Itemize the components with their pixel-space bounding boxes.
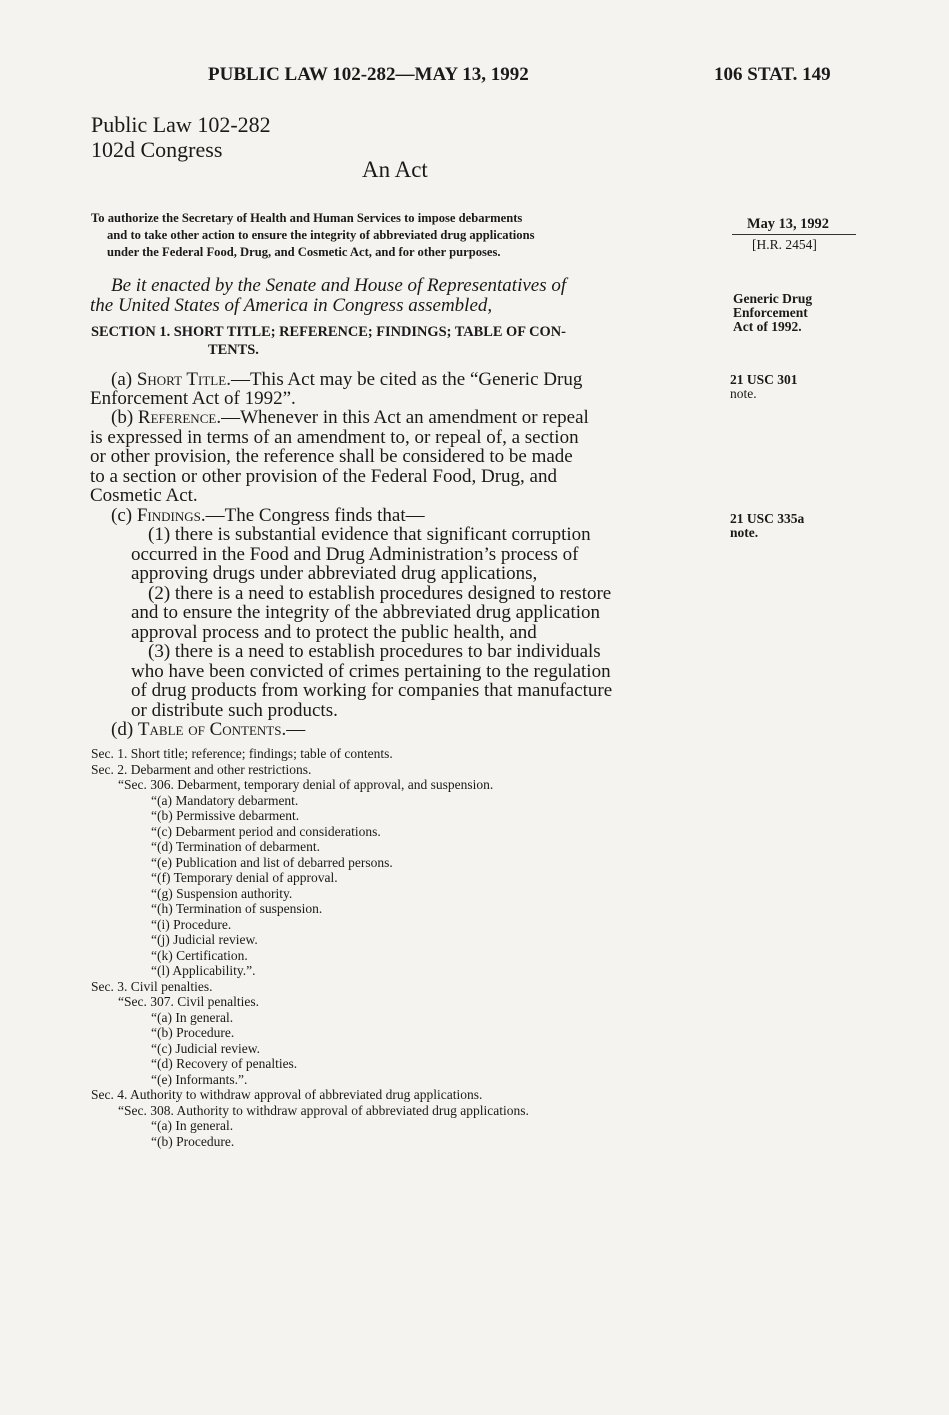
running-title: PUBLIC LAW 102-282—MAY 13, 1992 (208, 64, 529, 85)
stat-page-number: 106 STAT. 149 (714, 64, 831, 85)
toc-306-j: “(j) Judicial review. (151, 932, 258, 947)
finding-1-line-2: occurred in the Food and Drug Administration’s process of (131, 544, 579, 565)
margin-usc-2: 21 USC 335a (730, 511, 805, 526)
margin-short-title-1: Generic Drug (733, 291, 813, 306)
law-number: Public Law 102-282 (91, 112, 271, 137)
finding-3-line-4: or distribute such products. (131, 700, 338, 721)
enacting-clause-2: the United States of America in Congress assembled, (90, 295, 493, 316)
margin-rule (732, 234, 856, 235)
toc-sec-2: Sec. 2. Debarment and other restrictions. (91, 762, 312, 777)
finding-3-line-1: (3) there is a need to establish procedures to bar individuals (148, 641, 601, 662)
section-1-heading: SECTION 1. SHORT TITLE; REFERENCE; FINDINGS; TABLE OF CON- (91, 324, 566, 340)
para-d-line-1: (d) Table of Contents.— (111, 719, 306, 740)
enacting-clause-1: Be it enacted by the Senate and House of Representatives of (111, 275, 567, 296)
para-b-line-5: Cosmetic Act. (90, 485, 198, 506)
toc-306-a: “(a) Mandatory debarment. (151, 793, 299, 808)
toc-306-b: “(b) Permissive debarment. (151, 808, 300, 823)
toc-306-g: “(g) Suspension authority. (151, 886, 293, 901)
para-b-line-2: is expressed in terms of an amendment to, or repeal of, a section (90, 427, 579, 448)
congress: 102d Congress (91, 137, 223, 162)
finding-2-line-3: approval process and to protect the public health, and (131, 622, 537, 643)
toc-307-d: “(d) Recovery of penalties. (151, 1056, 298, 1071)
toc-307-a: “(a) In general. (151, 1010, 234, 1025)
toc-306-l: “(l) Applicability.”. (151, 963, 256, 978)
margin-short-title-2: Enforcement (733, 305, 808, 320)
finding-2-line-1: (2) there is a need to establish procedures designed to restore (148, 583, 612, 604)
toc-sec-308: “Sec. 308. Authority to withdraw approval of abbreviated drug applications. (118, 1103, 529, 1118)
section-1-heading-cont: TENTS. (208, 342, 259, 358)
toc-306-e: “(e) Publication and list of debarred persons. (151, 855, 393, 870)
margin-short-title-3: Act of 1992. (733, 319, 802, 334)
toc-sec-306: “Sec. 306. Debarment, temporary denial of approval, and suspension. (118, 777, 494, 792)
toc-306-d: “(d) Termination of debarment. (151, 839, 320, 854)
margin-usc-2-note: note. (730, 525, 759, 540)
para-b-line-1: (b) Reference.—Whenever in this Act an amendment or repeal (111, 407, 589, 428)
para-b-line-4: to a section or other provision of the Federal Food, Drug, and (90, 466, 557, 487)
para-a-line-2: Enforcement Act of 1992”. (90, 388, 296, 409)
para-b-line-3: or other provision, the reference shall be considered to be made (90, 446, 573, 467)
margin-usc-1: 21 USC 301 (730, 372, 798, 387)
purpose-line-3: under the Federal Food, Drug, and Cosmetic Act, and for other purposes. (107, 245, 501, 259)
finding-3-line-3: of drug products from working for companies that manufacture (131, 680, 613, 701)
margin-bill: [H.R. 2454] (752, 237, 817, 252)
toc-306-c: “(c) Debarment period and considerations. (151, 824, 381, 839)
finding-3-line-2: who have been convicted of crimes pertaining to the regulation (131, 661, 611, 682)
finding-1-line-3: approving drugs under abbreviated drug applications, (131, 563, 538, 584)
toc-306-k: “(k) Certification. (151, 948, 248, 963)
margin-date: May 13, 1992 (747, 216, 829, 232)
toc-sec-4: Sec. 4. Authority to withdraw approval of abbreviated drug applications. (91, 1087, 483, 1102)
para-c-line-1: (c) Findings.—The Congress finds that— (111, 505, 425, 526)
toc-sec-307: “Sec. 307. Civil penalties. (118, 994, 259, 1009)
finding-2-line-2: and to ensure the integrity of the abbreviated drug application (131, 602, 601, 623)
toc-sec-1: Sec. 1. Short title; reference; findings; table of contents. (91, 746, 393, 761)
act-heading: An Act (362, 157, 428, 182)
purpose-line-1: To authorize the Secretary of Health and Human Services to impose debarments (91, 211, 523, 225)
toc-306-h: “(h) Termination of suspension. (151, 901, 323, 916)
toc-sec-3: Sec. 3. Civil penalties. (91, 979, 213, 994)
toc-308-b: “(b) Procedure. (151, 1134, 235, 1149)
toc-307-e: “(e) Informants.”. (151, 1072, 248, 1087)
toc-307-b: “(b) Procedure. (151, 1025, 235, 1040)
toc-306-f: “(f) Temporary denial of approval. (151, 870, 338, 885)
toc-307-c: “(c) Judicial review. (151, 1041, 260, 1056)
toc-308-a: “(a) In general. (151, 1118, 234, 1133)
para-a-line-1: (a) Short Title.—This Act may be cited as the “Generic Drug (111, 369, 583, 390)
toc-306-i: “(i) Procedure. (151, 917, 232, 932)
margin-usc-1-note: note. (730, 386, 757, 401)
finding-1-line-1: (1) there is substantial evidence that significant corruption (148, 524, 591, 545)
purpose-line-2: and to take other action to ensure the integrity of abbreviated drug applications (107, 228, 535, 242)
